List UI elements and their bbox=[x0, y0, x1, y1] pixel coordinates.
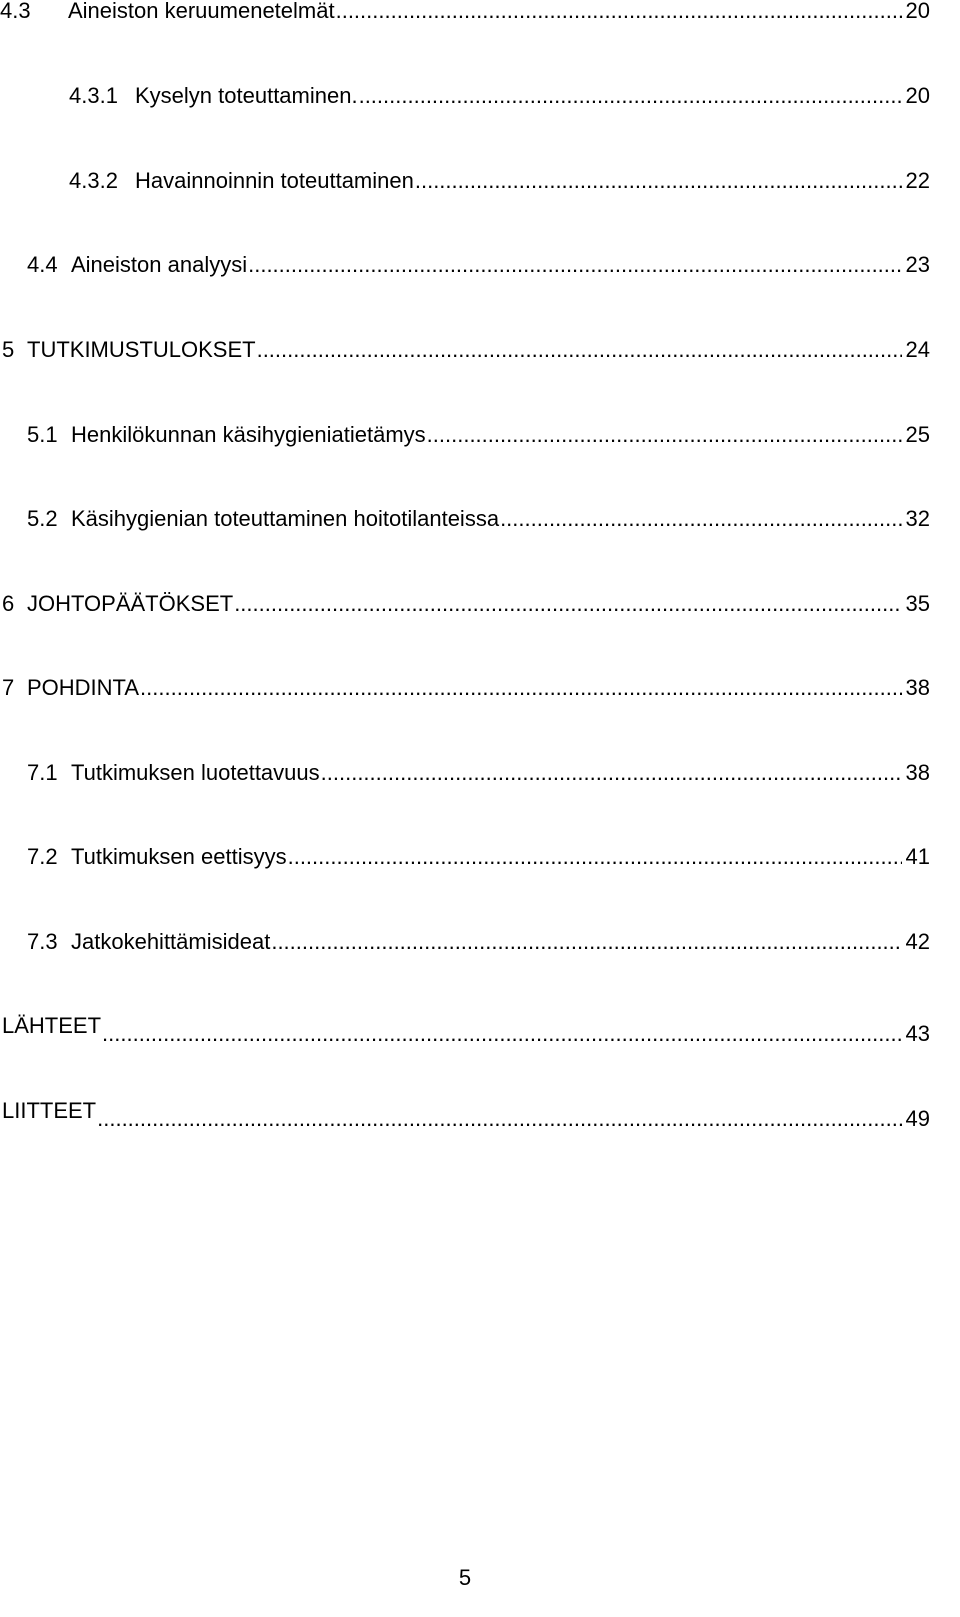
toc-entry-text bbox=[0, 1096, 96, 1126]
toc-entry-number: 6 bbox=[2, 591, 15, 616]
toc-entry-title: Jatkokehittämisideat bbox=[71, 929, 271, 954]
toc-entry bbox=[0, 420, 930, 450]
toc-entry-page: 35 bbox=[905, 591, 930, 616]
toc-entry-number: 4.3.2 bbox=[69, 168, 118, 193]
toc-entry-page: 38 bbox=[905, 760, 930, 785]
toc-leader-dots bbox=[336, 0, 902, 26]
toc-entry-number: 4.4 bbox=[27, 252, 58, 277]
toc-leader-dots bbox=[359, 81, 902, 111]
toc-leader-dots bbox=[321, 758, 902, 788]
toc-entry-page: 25 bbox=[905, 422, 930, 447]
toc-entry-number: 7.1 bbox=[27, 760, 58, 785]
toc-entry-title: LÄHTEET bbox=[2, 1013, 102, 1038]
toc-entry bbox=[0, 758, 930, 788]
toc-entry-page: 41 bbox=[905, 844, 930, 869]
toc-entry-page: 42 bbox=[905, 929, 930, 954]
toc-leader-dots bbox=[140, 673, 901, 703]
toc-entry bbox=[0, 589, 930, 619]
toc-entry-text bbox=[0, 927, 270, 957]
toc-entry-title: Kyselyn toteuttaminen. bbox=[135, 83, 358, 108]
toc-leader-dots bbox=[500, 504, 901, 534]
toc-entry bbox=[0, 1096, 930, 1131]
toc-entry-page: 23 bbox=[905, 252, 930, 277]
toc-entry-number: 5.2 bbox=[27, 506, 58, 531]
toc-entry bbox=[0, 927, 930, 957]
toc-entry-page: 38 bbox=[905, 675, 930, 700]
toc-entry-text bbox=[0, 589, 233, 619]
toc-entry-title: LIITTEET bbox=[2, 1098, 97, 1123]
toc-entry-title: Tutkimuksen eettisyys bbox=[71, 844, 287, 869]
toc-entry-title: Havainnoinnin toteuttaminen bbox=[135, 168, 414, 193]
toc-leader-dots bbox=[102, 1019, 901, 1049]
toc-entry-number: 7 bbox=[2, 675, 15, 700]
toc-entry-text bbox=[0, 335, 256, 365]
toc-entry-text bbox=[0, 166, 414, 196]
toc-entry-title: Käsihygienian toteuttaminen hoitotilanteissa bbox=[71, 506, 500, 531]
toc-entry bbox=[0, 1011, 930, 1046]
toc-entry-title: Aineiston analyysi bbox=[71, 252, 248, 277]
page-number: 5 bbox=[458, 1565, 472, 1590]
toc-entry-text bbox=[0, 420, 426, 450]
toc-entry-text bbox=[0, 673, 139, 703]
toc-entry bbox=[0, 842, 930, 872]
toc-entry bbox=[0, 504, 930, 534]
toc-entry-text bbox=[0, 842, 287, 872]
toc-leader-dots bbox=[234, 589, 901, 619]
toc-entry bbox=[0, 673, 930, 703]
toc-entry bbox=[0, 250, 930, 280]
toc-entry bbox=[0, 335, 930, 365]
toc-entry-page: 32 bbox=[905, 506, 930, 531]
toc-entry bbox=[0, 81, 930, 111]
toc-entry-title: Henkilökunnan käsihygieniatietämys bbox=[71, 422, 426, 447]
toc-leader-dots bbox=[271, 927, 901, 957]
toc-entry-title: POHDINTA bbox=[27, 675, 140, 700]
toc-entry bbox=[0, 0, 930, 26]
toc-entry-number: 4.3 bbox=[0, 0, 31, 23]
toc-entry-page: 22 bbox=[905, 168, 930, 193]
toc-entry-title: TUTKIMUSTULOKSET bbox=[27, 337, 256, 362]
toc-entry-page: 24 bbox=[905, 337, 930, 362]
toc-entry-title: Tutkimuksen luotettavuus bbox=[71, 760, 320, 785]
toc-entry-text bbox=[0, 504, 499, 534]
toc-entry-text bbox=[0, 1011, 101, 1041]
toc-leader-dots bbox=[97, 1104, 901, 1134]
toc-entry bbox=[0, 166, 930, 196]
toc-leader-dots bbox=[288, 842, 902, 872]
toc-entry-text bbox=[0, 0, 335, 26]
toc-entry-page: 43 bbox=[905, 1021, 930, 1046]
toc-leader-dots bbox=[248, 250, 901, 280]
toc-entry-page: 20 bbox=[905, 0, 930, 23]
toc-leader-dots bbox=[257, 335, 902, 365]
toc-leader-dots bbox=[415, 166, 902, 196]
toc-entry-number: 5.1 bbox=[27, 422, 58, 447]
toc-entry-text bbox=[0, 250, 247, 280]
toc-entry-number: 7.3 bbox=[27, 929, 58, 954]
toc-entry-text bbox=[0, 758, 320, 788]
toc-entry-number: 4.3.1 bbox=[69, 83, 118, 108]
toc-entry-page: 49 bbox=[905, 1106, 930, 1131]
toc-entry-number: 7.2 bbox=[27, 844, 58, 869]
toc-entry-title: JOHTOPÄÄTÖKSET bbox=[27, 591, 234, 616]
toc-entry-text bbox=[0, 81, 358, 111]
toc-entry-page: 20 bbox=[905, 83, 930, 108]
toc-entry-title: Aineiston keruumenetelmät bbox=[68, 0, 335, 23]
toc-leader-dots bbox=[427, 420, 902, 450]
toc-entry-number: 5 bbox=[2, 337, 15, 362]
